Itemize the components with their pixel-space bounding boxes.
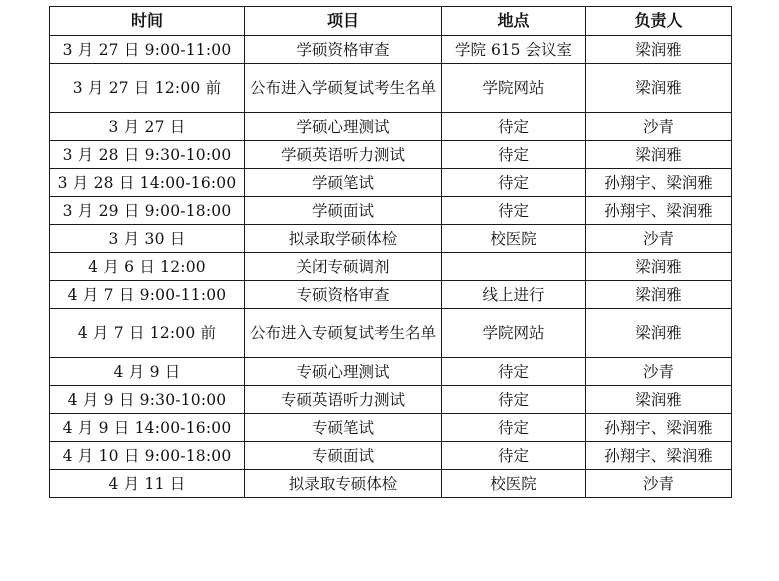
table-row [50,281,732,309]
cell-owner: 沙青 [586,358,732,386]
cell-time: 4 月 9 日 14:00-16:00 [50,414,245,442]
cell-item: 学硕笔试 [245,169,442,197]
cell-time: 3 月 27 日 9:00-11:00 [50,36,245,64]
cell-item: 学硕面试 [245,197,442,225]
cell-place: 学院网站 [442,64,586,113]
cell-place: 待定 [442,386,586,414]
cell-place: 待定 [442,197,586,225]
cell-owner: 孙翔宇、梁润雅 [586,169,732,197]
header-owner: 负责人 [586,7,732,36]
cell-time: 3 月 28 日 14:00-16:00 [50,169,245,197]
cell-item: 拟录取学硕体检 [245,225,442,253]
cell-owner: 梁润雅 [586,141,732,169]
cell-time: 4 月 11 日 [50,470,245,498]
cell-item: 公布进入专硕复试考生名单 [245,309,442,358]
cell-item: 专硕面试 [245,442,442,470]
header-time: 时间 [50,7,245,36]
cell-owner: 孙翔宇、梁润雅 [586,197,732,225]
cell-time: 3 月 27 日 [50,113,245,141]
table-row [50,113,732,141]
table-row [50,64,732,113]
schedule-table [49,6,732,498]
cell-place: 校医院 [442,470,586,498]
cell-time: 4 月 9 日 [50,358,245,386]
table-row [50,442,732,470]
cell-owner: 梁润雅 [586,253,732,281]
cell-item: 专硕心理测试 [245,358,442,386]
cell-item: 拟录取专硕体检 [245,470,442,498]
cell-time: 4 月 10 日 9:00-18:00 [50,442,245,470]
table-body [50,36,732,498]
cell-item: 专硕笔试 [245,414,442,442]
cell-owner: 梁润雅 [586,36,732,64]
cell-time: 4 月 7 日 12:00 前 [50,309,245,358]
cell-time: 4 月 6 日 12:00 [50,253,245,281]
cell-place: 待定 [442,358,586,386]
cell-place: 待定 [442,169,586,197]
cell-place: 校医院 [442,225,586,253]
header-row [50,7,732,36]
table-row [50,358,732,386]
cell-place: 待定 [442,442,586,470]
cell-time: 4 月 7 日 9:00-11:00 [50,281,245,309]
cell-place: 待定 [442,141,586,169]
cell-time: 4 月 9 日 9:30-10:00 [50,386,245,414]
cell-time: 3 月 30 日 [50,225,245,253]
cell-owner: 梁润雅 [586,386,732,414]
cell-owner: 沙青 [586,470,732,498]
table-row [50,36,732,64]
table-row [50,414,732,442]
header-item: 项目 [245,7,442,36]
table-row [50,225,732,253]
cell-owner: 梁润雅 [586,281,732,309]
cell-place [442,253,586,281]
cell-owner: 沙青 [586,113,732,141]
table-row [50,309,732,358]
cell-time: 3 月 27 日 12:00 前 [50,64,245,113]
cell-owner: 孙翔宇、梁润雅 [586,442,732,470]
table-row [50,386,732,414]
cell-owner: 孙翔宇、梁润雅 [586,414,732,442]
table-row [50,253,732,281]
cell-place: 待定 [442,113,586,141]
cell-item: 专硕英语听力测试 [245,386,442,414]
cell-place: 学院 615 会议室 [442,36,586,64]
header-place: 地点 [442,7,586,36]
table-header [50,7,732,36]
table-row [50,141,732,169]
cell-place: 待定 [442,414,586,442]
table-row [50,197,732,225]
cell-item: 学硕英语听力测试 [245,141,442,169]
table-row [50,470,732,498]
cell-owner: 梁润雅 [586,64,732,113]
cell-time: 3 月 29 日 9:00-18:00 [50,197,245,225]
cell-time: 3 月 28 日 9:30-10:00 [50,141,245,169]
cell-place: 学院网站 [442,309,586,358]
cell-item: 学硕资格审查 [245,36,442,64]
cell-place: 线上进行 [442,281,586,309]
cell-owner: 梁润雅 [586,309,732,358]
cell-owner: 沙青 [586,225,732,253]
cell-item: 公布进入学硕复试考生名单 [245,64,442,113]
cell-item: 关闭专硕调剂 [245,253,442,281]
cell-item: 专硕资格审查 [245,281,442,309]
table-row [50,169,732,197]
cell-item: 学硕心理测试 [245,113,442,141]
